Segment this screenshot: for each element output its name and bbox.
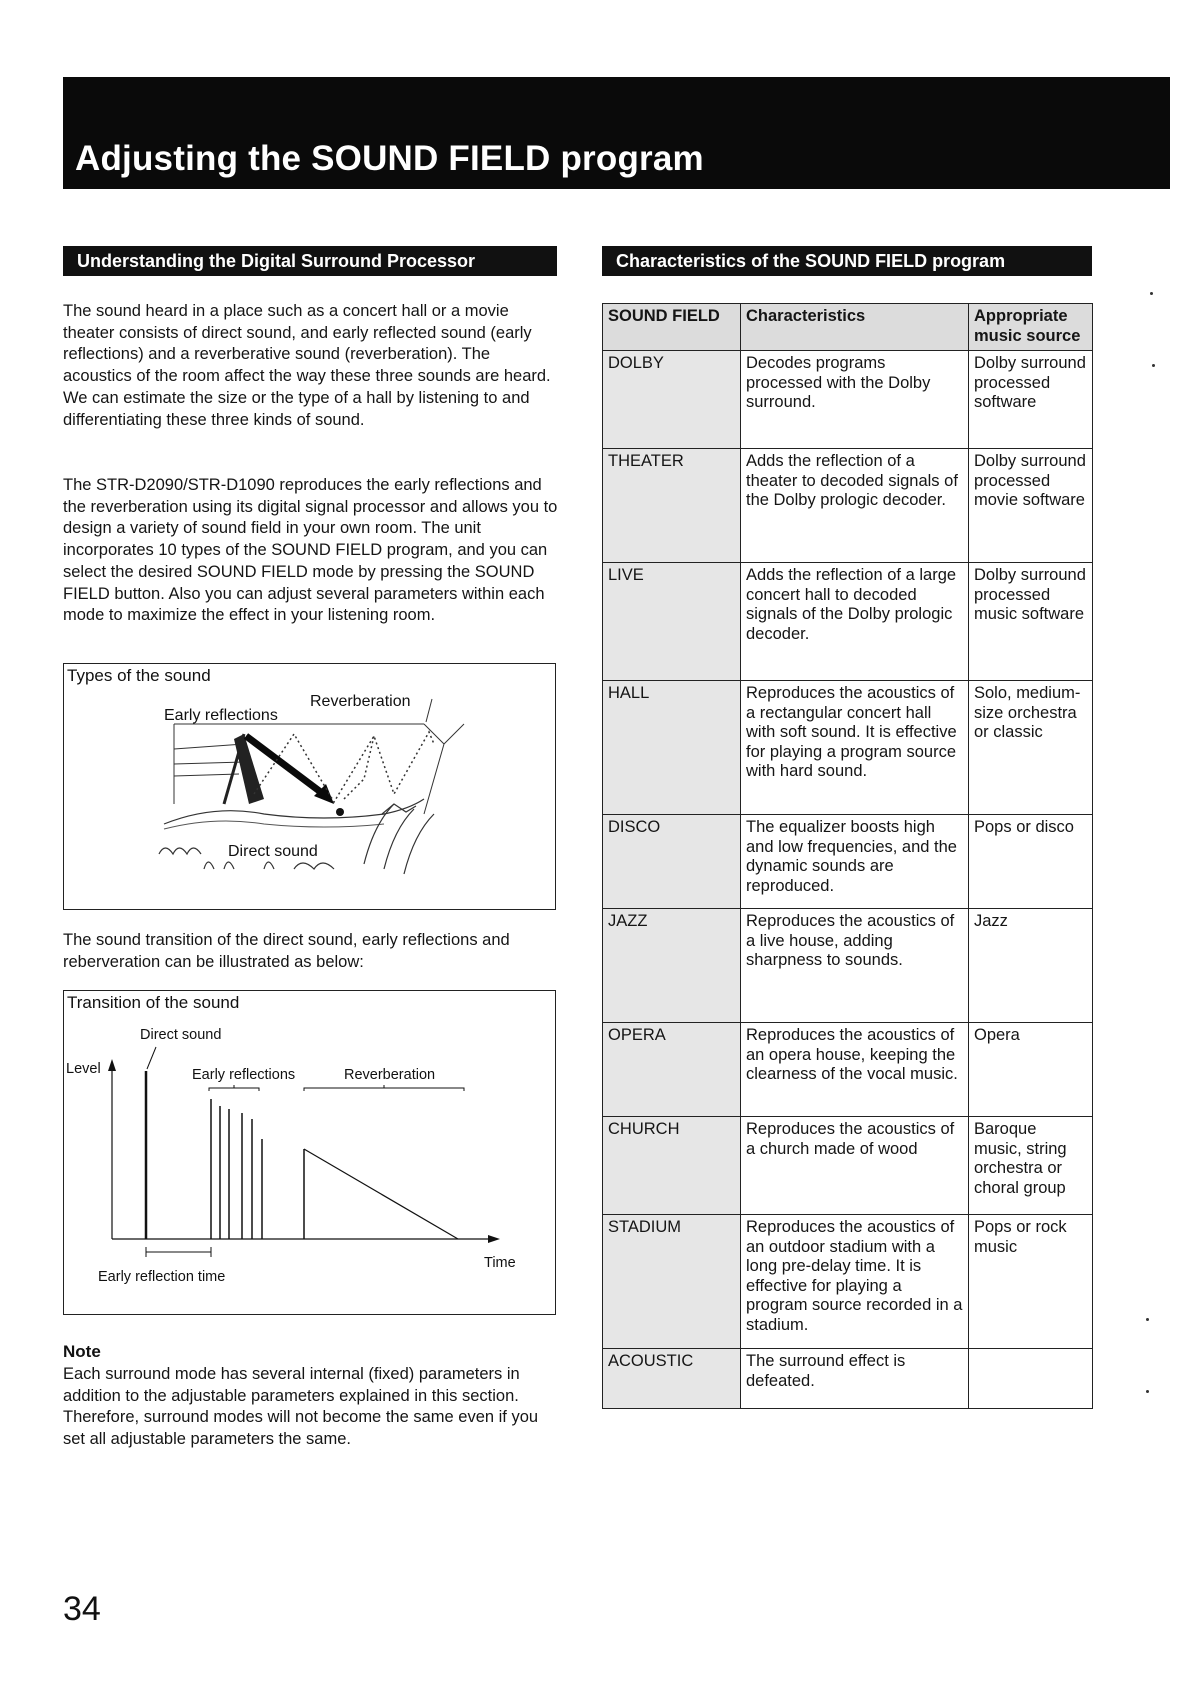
transition-diagram — [64, 991, 554, 1313]
section-header-characteristics: Characteristics of the SOUND FIELD program — [602, 246, 1092, 276]
page-number: 34 — [63, 1590, 101, 1628]
mode-cell: THEATER — [603, 449, 741, 563]
characteristics-cell: Adds the reflection of a theater to decoded signals of the Dolby prologic decoder. — [741, 449, 969, 563]
mode-cell: HALL — [603, 681, 741, 815]
header-sound-field: SOUND FIELD — [603, 304, 741, 351]
title-band — [63, 77, 1170, 189]
characteristics-cell: Adds the reflection of a large concert hall to decoded signals of the Dolby prologic decoder. — [741, 563, 969, 681]
source-cell: Dolby surround processed music software — [969, 563, 1093, 681]
table-row — [603, 351, 1093, 449]
label-direct-sound: Direct sound — [228, 843, 318, 860]
mode-cell: LIVE — [603, 563, 741, 681]
transition-figure — [63, 990, 556, 1315]
mode-cell: JAZZ — [603, 909, 741, 1023]
characteristics-cell: The equalizer boosts high and low frequencies, and the dynamic sounds are reproduced. — [741, 815, 969, 909]
page-title: Adjusting the SOUND FIELD program — [75, 139, 704, 178]
source-cell: Pops or disco — [969, 815, 1093, 909]
header-characteristics: Characteristics — [741, 304, 969, 351]
label-early-reflection-time: Early reflection time — [98, 1269, 226, 1285]
characteristics-cell: Reproduces the acoustics of an opera house, keeping the clearness of the vocal music. — [741, 1023, 969, 1117]
characteristics-cell: Reproduces the acoustics of a rectangular concert hall with soft sound. It is effective for playing a program source with hard sound. — [741, 681, 969, 815]
label-time: Time — [484, 1255, 516, 1271]
table-header-row — [603, 304, 1093, 351]
table-row — [603, 1117, 1093, 1215]
table-row — [603, 449, 1093, 563]
label-reverberation: Reverberation — [344, 1067, 436, 1083]
table-row — [603, 563, 1093, 681]
mode-cell: OPERA — [603, 1023, 741, 1117]
table-row — [603, 1215, 1093, 1349]
intro-paragraph: The sound heard in a place such as a concert hall or a movie theater consists of direct sound, and early reflected sound (early reflections) and a reverberative sound (reverberation). The acoustics of the room affect the way these three sounds are heard. We can estimate the size or the type of a hall by listening to and differentiating these three kinds of sound. — [63, 302, 551, 429]
processor-paragraph: The STR-D2090/STR-D1090 reproduces the early reflections and the reverberation using its digital signal processor and allows you to design a variety of sound field in your own room. The unit incorporates 10 types of the SOUND FIELD program, and you can select the desired SOUND FIELD mode by pressing the SOUND FIELD button. Also you can adjust several parameters within each mode to maximize the effect in your listening room. — [63, 476, 558, 625]
figure-title: Transition of the sound — [67, 993, 240, 1012]
source-cell: Dolby surround processed software — [969, 351, 1093, 449]
label-early-reflections: Early reflections — [192, 1067, 296, 1083]
mode-cell: ACOUSTIC — [603, 1349, 741, 1409]
mode-cell: DOLBY — [603, 351, 741, 449]
mode-cell: CHURCH — [603, 1117, 741, 1215]
header-music-source: Appropriate music source — [969, 304, 1093, 351]
table-row — [603, 1349, 1093, 1409]
table-row — [603, 681, 1093, 815]
types-of-sound-figure — [63, 663, 556, 910]
characteristics-cell: The surround effect is defeated. — [741, 1349, 969, 1409]
sound-field-table — [602, 303, 1093, 1409]
mode-cell: DISCO — [603, 815, 741, 909]
table-row — [603, 815, 1093, 909]
source-cell: Pops or rock music — [969, 1215, 1093, 1349]
source-cell: Dolby surround processed movie software — [969, 449, 1093, 563]
table-row — [603, 1023, 1093, 1117]
transition-paragraph: The sound transition of the direct sound, early reflections and reberveration can be illustrated as below: — [63, 931, 510, 971]
table-row — [603, 909, 1093, 1023]
scan-speck — [1146, 1390, 1149, 1393]
scan-speck — [1146, 1318, 1149, 1321]
figure-title: Types of the sound — [67, 666, 211, 685]
label-reverberation: Reverberation — [310, 693, 411, 710]
note-title: Note — [63, 1342, 101, 1361]
note-body: Each surround mode has several internal (fixed) parameters in addition to the adjustable parameters explained in this section. Therefore, surround modes will not become the same even if you set all adjustable parameters the same. — [63, 1365, 539, 1449]
characteristics-cell: Reproduces the acoustics of an outdoor stadium with a long pre-delay time. It is effective for playing a program source recorded in a stadium. — [741, 1215, 969, 1349]
label-level: Level — [66, 1061, 101, 1077]
characteristics-cell: Decodes programs processed with the Dolby surround. — [741, 351, 969, 449]
characteristics-cell: Reproduces the acoustics of a live house, adding sharpness to sounds. — [741, 909, 969, 1023]
source-cell — [969, 1349, 1093, 1409]
label-early-reflections: Early reflections — [164, 707, 278, 724]
characteristics-cell: Reproduces the acoustics of a church made of wood — [741, 1117, 969, 1215]
scan-speck — [1152, 364, 1155, 367]
source-cell: Jazz — [969, 909, 1093, 1023]
mode-cell: STADIUM — [603, 1215, 741, 1349]
concert-hall-illustration — [64, 664, 554, 908]
source-cell: Baroque music, string orchestra or choral group — [969, 1117, 1093, 1215]
scan-speck — [1150, 292, 1153, 295]
label-direct-sound: Direct sound — [140, 1027, 222, 1043]
source-cell: Solo, medium-size orchestra or classic — [969, 681, 1093, 815]
section-header-digital-surround: Understanding the Digital Surround Processor — [63, 246, 557, 276]
source-cell: Opera — [969, 1023, 1093, 1117]
